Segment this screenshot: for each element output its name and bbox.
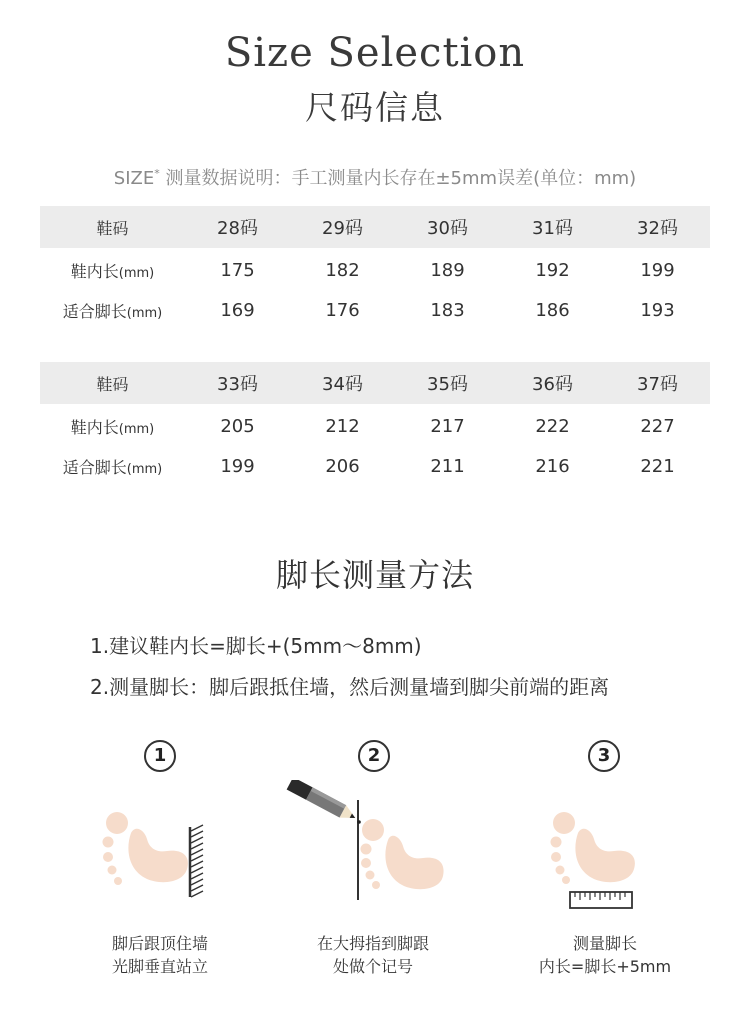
value-cell: 186 [535,299,570,321]
value-cell: 199 [220,455,255,477]
method-step-1: 1.建议鞋内长=脚长+(5mm～8mm) [90,634,422,658]
caption-3-line-1: 测量脚长 [572,934,637,953]
value-cell: 189 [430,259,465,281]
value-cell: 192 [535,259,570,281]
note-text: 测量数据说明：手工测量内长存在±5mm误差(单位：mm) [159,168,637,189]
caption-2 [273,932,473,978]
value-cell: 216 [535,455,570,477]
size-header-row [40,362,710,404]
value-cell: 199 [640,259,675,281]
value-cell: 176 [325,299,360,321]
size-cell: 32码 [637,218,678,239]
caption-1-line-1: 脚后跟顶住墙 [111,934,208,953]
value-cell: 183 [430,299,465,321]
size-cell: 29码 [322,218,363,239]
value-cell: 211 [430,455,465,477]
note-star: * [154,167,160,180]
method-step-2: 2.测量脚长：脚后跟抵住墙，然后测量墙到脚尖前端的距离 [90,675,610,699]
header-label: 鞋码 [96,218,129,238]
caption-2-line-2: 处做个记号 [332,957,413,976]
size-cell: 33码 [217,374,258,395]
value-cell: 169 [220,299,255,321]
step-number-1: 1 [144,740,176,772]
size-table-1 [40,206,710,330]
value-cell: 227 [640,415,675,437]
size-cell: 36码 [532,374,573,395]
size-cell: 37码 [637,374,678,395]
value-cell: 221 [640,455,675,477]
row-label: 适合脚长(mm) [62,301,163,321]
step-number-3: 3 [588,740,620,772]
table-row [40,446,710,486]
value-cell: 193 [640,299,675,321]
foot-against-wall-icon [95,805,215,900]
row-label: 鞋内长(mm) [70,261,155,281]
value-cell: 222 [535,415,570,437]
caption-2-line-1: 在大拇指到脚跟 [316,934,429,953]
value-cell: 175 [220,259,255,281]
table-row [40,250,710,290]
foot-with-ruler-icon [540,805,660,913]
measurement-note [0,164,750,190]
caption-1-line-2: 光脚垂直站立 [111,957,208,976]
caption-3-line-2: 内长=脚长+5mm [538,957,672,976]
method-title: 脚长测量方法 [275,556,474,594]
foot-with-pencil-icon [283,780,453,905]
step-number-2: 2 [358,740,390,772]
value-cell: 182 [325,259,360,281]
size-table-2 [40,362,710,486]
size-cell: 35码 [427,374,468,395]
header-label: 鞋码 [96,374,129,394]
value-cell: 205 [220,415,255,437]
size-cell: 34码 [322,374,363,395]
table-row [40,406,710,446]
page-title-en: Size Selection [224,30,526,76]
value-cell: 212 [325,415,360,437]
size-cell: 30码 [427,218,468,239]
row-label: 适合脚长(mm) [62,457,163,477]
table-row [40,290,710,330]
caption-1 [60,932,260,978]
size-cell: 31码 [532,218,573,239]
value-cell: 217 [430,415,465,437]
note-prefix: SIZE [113,168,155,189]
caption-3 [505,932,705,978]
page-title-zh: 尺码信息 [305,88,445,127]
row-label: 鞋内长(mm) [70,417,155,437]
value-cell: 206 [325,455,360,477]
size-cell: 28码 [217,218,258,239]
size-header-row [40,206,710,248]
